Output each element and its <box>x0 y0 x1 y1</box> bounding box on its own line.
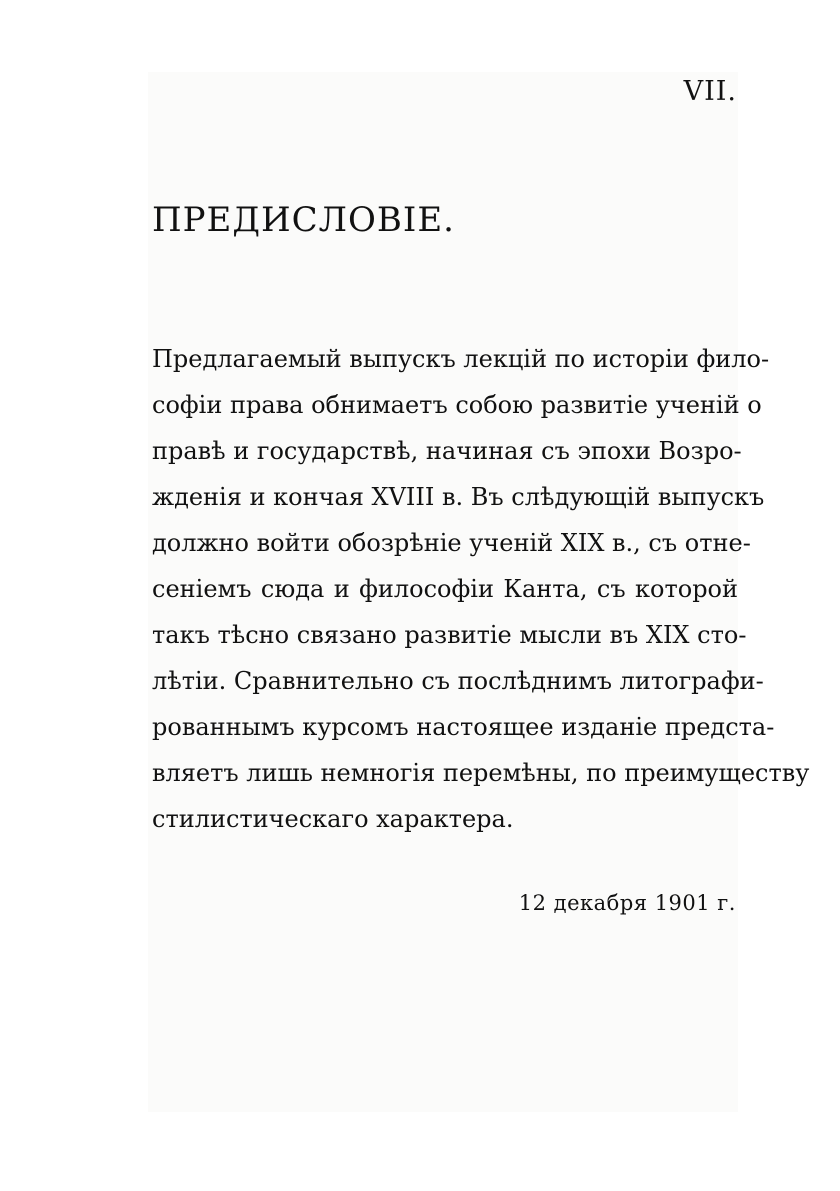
text-line: правѣ и государствѣ, начиная съ эпохи Возро- <box>152 437 742 465</box>
text-line: софіи права обнимаетъ собою развитіе ученій о <box>152 391 762 419</box>
preface-paragraph <box>152 336 810 842</box>
page-number: VII. <box>683 76 737 107</box>
text-line: стилистическаго характера. <box>152 805 514 833</box>
text-line: лѣтіи. Сравнительно съ послѣднимъ литографи- <box>152 667 764 695</box>
page-title: ПРЕДИСЛОВІЕ. <box>152 200 455 240</box>
text-line: должно войти обозрѣніе ученій XIX в., съ отне- <box>152 529 751 557</box>
text-line: вляетъ лишь немногія перемѣны, по преимуществу <box>152 759 810 787</box>
text-line: такъ тѣсно связано развитіе мысли въ XIX сто- <box>152 621 747 649</box>
text-line: Предлагаемый выпускъ лекцій по исторіи фило- <box>152 345 770 373</box>
text-line: жденія и кончая XVIII в. Въ слѣдующій выпускъ <box>152 483 765 511</box>
text-line: рованнымъ курсомъ настоящее изданіе предста- <box>152 713 775 741</box>
preface-date: 12 декабря 1901 г. <box>518 891 736 915</box>
text-line: сеніемъ сюда и философіи Канта, съ которой <box>152 575 738 603</box>
